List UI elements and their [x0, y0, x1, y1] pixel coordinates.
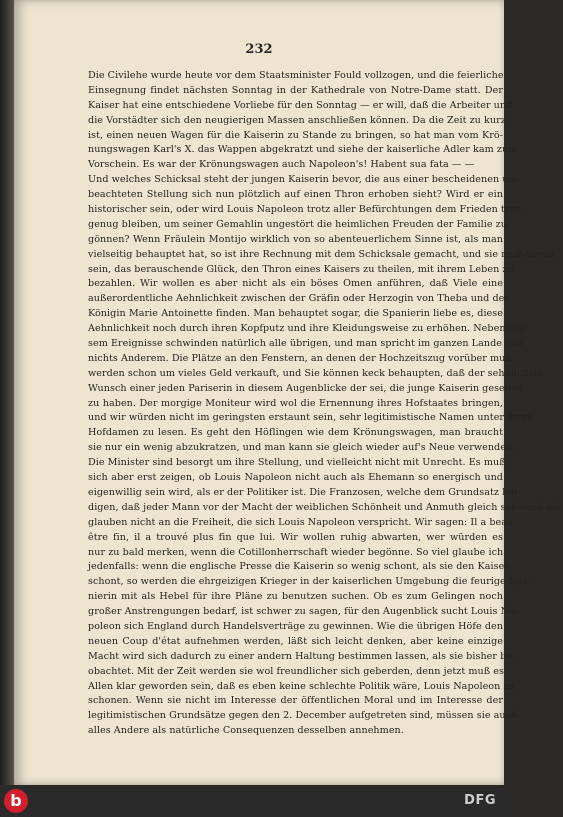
text-line: und wir würden nicht im geringsten erstaunt sein, sehr legitimistische Namen unter ihren: [88, 412, 534, 424]
text-line: beachteten Stellung sich nun plötzlich auf einen Thron erhoben sieht? Wird er ein: [88, 189, 503, 201]
text-line: historischer sein, oder wird Louis Napoleon trotz aller Befürchtungen dem Frieden treu: [88, 204, 522, 216]
text-line: Einsegnung findet nächsten Sonntag in der Kathedrale von Notre-Dame statt. Der: [88, 84, 503, 96]
text-line: sich aber erst zeigen, ob Louis Napoleon nicht auch als Ehemann so energisch und: [88, 472, 503, 484]
text-line: Macht wird sich dadurch zu einer andern Haltung bestimmen lassen, als sie bisher be-: [88, 650, 516, 662]
book-page: [14, 0, 563, 785]
dfg-logo[interactable]: DFG: [464, 793, 496, 808]
text-line: alles Andere als natürliche Consequenzen desselben annehmen.: [88, 725, 404, 737]
text-line: außerordentliche Aehnlichkeit zwischen der Gräfin oder Herzogin von Theba und der: [88, 293, 510, 305]
text-line: Die Civilehe wurde heute vor dem Staatsminister Fould vollzogen, und die feierliche: [88, 70, 504, 81]
text-line: legitimistischen Grundsätze gegen den 2. December aufgetreten sind, müssen sie auch: [88, 710, 518, 722]
text-line: neuen Coup d'état aufnehmen werden, läßt sich leicht denken, aber keine einzige: [88, 635, 503, 647]
text-line: Wunsch einer jeden Pariserin in diesem Augenblicke der sei, die junge Kaiserin gesehen: [88, 382, 523, 394]
text-line: être fin, il a trouvé plus fin que lui. Wir wollen ruhig abwarten, wer würden es: [88, 531, 503, 543]
text-line: nungswagen Karl's X. das Wappen abgekratzt und siehe der kaiserliche Adler kam zum: [88, 144, 518, 156]
viewer-footer: [0, 785, 504, 817]
text-line: Königin Marie Antoinette finden. Man behauptet sogar, die Spanierin liebe es, diese: [88, 308, 503, 320]
library-logo-icon[interactable]: b: [4, 789, 28, 813]
text-line: vielseitig behauptet hat, so ist ihre Rechnung mit dem Schicksale gemacht, und sie muß bereit: [88, 248, 556, 260]
text-line: großer Anstrengungen bedarf, ist schwer zu sagen, für den Augenblick sucht Louis Na-: [88, 606, 519, 618]
text-line: Allen klar geworden sein, daß es eben keine schlechte Politik wäre, Louis Napoleon zu: [88, 680, 515, 692]
page-number: 232: [245, 42, 273, 57]
text-line: nichts Anderem. Die Plätze an den Fenstern, an denen der Hochzeitszug vorüber muß,: [88, 352, 515, 364]
text-line: Und welches Schicksal steht der jungen Kaiserin bevor, die aus einer bescheidenen un-: [88, 174, 519, 186]
text-line: nur zu bald merken, wenn die Cotillonherrschaft wieder begönne. So viel glaube ich: [88, 546, 504, 558]
text-line: zu haben. Der morgige Moniteur wird wol die Ernennung ihres Hofstaates bringen,: [88, 397, 503, 409]
page-text: [88, 69, 563, 739]
text-line: poleon sich England durch Handelsverträge zu gewinnen. Wie die übrigen Höfe den: [88, 620, 503, 632]
text-line: schonen. Wenn sie nicht im Interesse der öffentlichen Moral und im Interesse der: [88, 695, 503, 707]
text-line: Vorschein. Es war der Krönungswagen auch Napoleon's! Habent sua fata — —: [88, 159, 475, 171]
text-line: werden schon um vieles Geld verkauft, und Sie können keck behaupten, daß der sehnlichste: [88, 367, 544, 379]
text-line: obachtet. Mit der Zeit werden sie wol freundlicher sich geberden, denn jetzt muß es: [88, 665, 504, 677]
text-line: Die Minister sind besorgt um ihre Stellung, und vielleicht nicht mit Unrecht. Es muß: [88, 457, 506, 469]
text-line: jedenfalls: wenn die englische Presse die Kaiserin so wenig schont, als sie den Kaiser: [88, 561, 509, 573]
text-line: genug bleiben, um seiner Gemahlin ungestört die heimlichen Freuden der Familie zu: [88, 218, 508, 230]
text-line: sie nur ein wenig abzukratzen, und man kann sie gleich wieder auf's Neue verwenden.: [88, 442, 516, 454]
text-line: schont, so werden die ehrgeizigen Krieger in der kaiserlichen Umgebung die feurige Spa-: [88, 576, 531, 588]
text-line: ist, einen neuen Wagen für die Kaiserin zu Stande zu bringen, so hat man vom Krö-: [88, 129, 503, 141]
text-line: bezahlen. Wir wollen es aber nicht als ein böses Omen anführen, daß Viele eine: [88, 278, 503, 290]
text-line: glauben nicht an die Freiheit, die sich Louis Napoleon verspricht. Wir sagen: Il a beau: [88, 516, 514, 528]
text-line: Kaiser hat eine entschiedene Vorliebe für den Sonntag — er will, daß die Arbeiter und: [88, 99, 513, 111]
text-line: die Vorstädter sich den neugierigen Massen anschließen können. Da die Zeit zu kurz: [88, 114, 506, 126]
text-line: sein, das berauschende Glück, den Thron eines Kaisers zu theilen, mit ihrem Leben zu: [88, 263, 514, 275]
text-line: Hofdamen zu lesen. Es geht den Höflingen wie dem Krönungswagen, man braucht: [88, 427, 503, 439]
text-line: nierin mit als Hebel für ihre Pläne zu benutzen suchen. Ob es zum Gelingen noch: [88, 591, 503, 603]
text-line: sem Ereignisse schwinden natürlich alle übrigen, und man spricht im ganzen Lande von: [88, 338, 523, 350]
book-gutter: [0, 0, 14, 785]
text-line: Aehnlichkeit noch durch ihren Kopfputz und ihre Kleidungsweise zu erhöhen. Neben die-: [88, 323, 527, 335]
text-line: eigenwillig sein wird, als er der Politiker ist. Die Franzosen, welche dem Grundsatz hul-: [88, 486, 521, 498]
text-line: gönnen? Wenn Fräulein Montijo wirklich von so abenteuerlichem Sinne ist, als man: [88, 233, 503, 245]
text-line: digen, daß jeder Mann vor der Macht der weiblichen Schönheit und Anmuth gleich schwach sei,: [88, 501, 563, 513]
